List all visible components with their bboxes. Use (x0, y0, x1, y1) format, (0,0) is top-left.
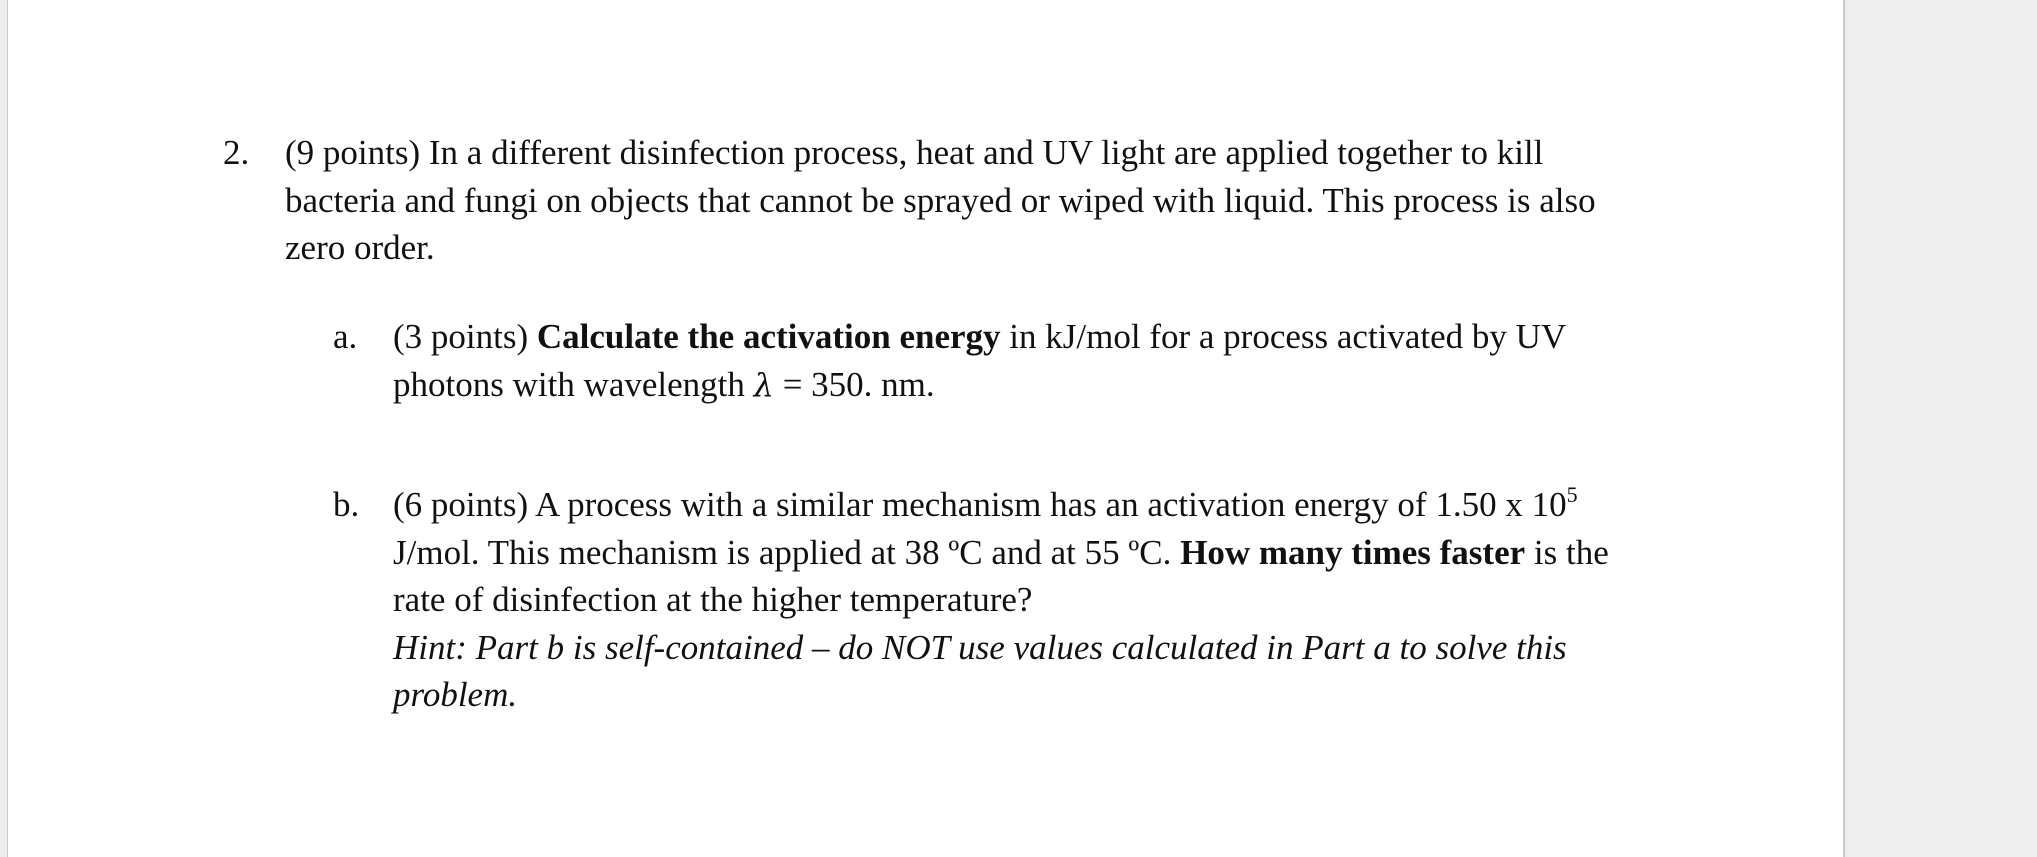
part-b-text-3: is the rate of disinfection at the higher temperature? (393, 532, 1609, 619)
lambda-symbol: λ (753, 365, 774, 404)
part-b-points: (6 points) (393, 485, 529, 524)
part-a-bold: Calculate the activation energy (536, 317, 1001, 356)
question-statement: In a different disinfection process, heat and UV light are applied together to kill bacteria and fungi on objects that cannot be sprayed or wiped with liquid. This process is also zero order. (285, 133, 1596, 267)
part-a-marker: a. (333, 317, 358, 356)
part-a-points: (3 points) (393, 317, 529, 356)
part-b (333, 481, 1633, 719)
part-a-text-1: in kJ/mol for a process activated by UV photons with wavelength (393, 317, 1566, 404)
part-b-bold: How many times faster (1180, 532, 1526, 572)
part-b-text (393, 481, 1633, 719)
question-number: 2. (223, 133, 250, 172)
part-b-marker: b. (333, 485, 360, 524)
part-b-text-1: A process with a similar mechanism has an activation energy of 1.50 x 10 (534, 485, 1567, 524)
part-a (333, 313, 1623, 409)
part-b-hint: Hint: Part b is self-contained – do NOT use values calculated in Part a to solve this problem. (393, 627, 1567, 714)
part-a-text-2: = 350. nm. (773, 364, 935, 404)
part-a-text (393, 313, 1623, 409)
question-2 (223, 129, 1603, 272)
question-text (285, 129, 1603, 272)
document-page (7, 0, 1845, 857)
exponent: 5 (1566, 482, 1578, 507)
question-points: (9 points) (285, 133, 421, 172)
part-b-text-2: J/mol. This mechanism is applied at 38 ºC and at 55 ºC. (393, 532, 1181, 572)
